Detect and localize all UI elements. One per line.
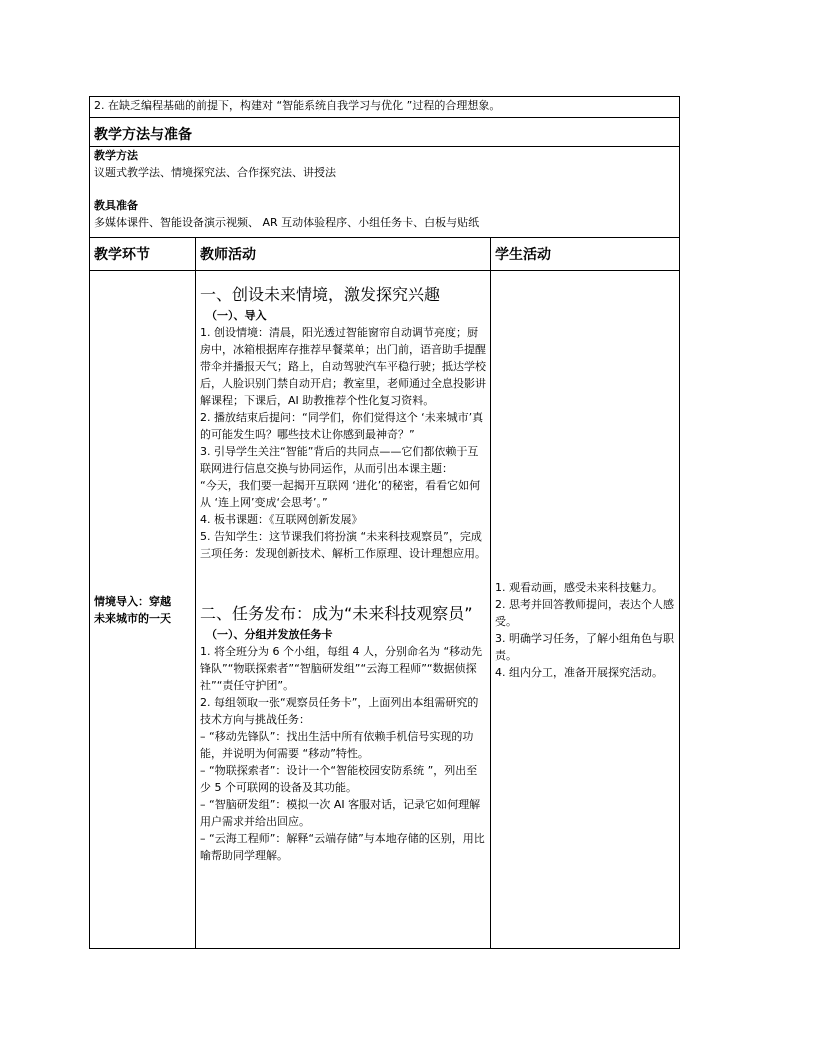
methods-content xyxy=(90,147,680,238)
step1-title: 一、创设未来情境，激发探究兴趣 xyxy=(200,285,441,304)
lesson-plan-table xyxy=(89,96,680,949)
activity-row xyxy=(90,271,680,949)
header-student: 学生活动 xyxy=(491,238,680,271)
objective-line: 2. 在缺乏编程基础的前提下，构建对 “智能系统自我学习与优化 ”过程的合理想象。 xyxy=(90,97,680,118)
student-item: 4. 组内分工，准备开展探究活动。 xyxy=(495,665,663,679)
section-title: 教学方法与准备 xyxy=(94,127,192,143)
task-para: 1. 将全班分为 6 个小组，每组 4 人，分别命名为 “移动先锋队”“物联探索者”“智脑研发组”“云海工程师”“数据侦探社”“责任守护团”。 xyxy=(200,645,483,692)
tools-heading: 教具准备 xyxy=(94,199,138,212)
table-header-row xyxy=(90,238,680,271)
step2-subtitle: （一）、分组并发放任务卡 xyxy=(206,628,333,641)
stage-label-line2: 未来城市的一天 xyxy=(94,611,171,625)
method-heading: 教学方法 xyxy=(94,149,138,162)
teacher-para: 1. 创设情境：清晨，阳光透过智能窗帘自动调节亮度；厨房中，冰箱根据库存推荐早餐菜单；出门前，语音助手提醒带伞并播报天气；路上，自动驾驶汽车平稳行驶；抵达学校后，人脸识别门禁自动开启；教室里，老师通过全息投影讲解课程；下课后，AI 助教推荐个性化复习资料。 xyxy=(200,326,486,407)
lesson-plan-page xyxy=(89,96,680,949)
teacher-para: 2. 播放结束后提问：“同学们，你们觉得这个 ‘未来城市’真的可能发生吗？哪些技术让你感到最神奇？” xyxy=(200,411,484,441)
student-item: 3. 明确学习任务，了解小组角色与职责。 xyxy=(495,631,674,662)
stage-cell xyxy=(90,271,196,949)
teacher-para: “今天，我们要一起揭开互联网 ‘进化’的秘密，看看它如何从 ‘连上网’变成‘会思考’。” xyxy=(200,479,481,509)
task-para: – “物联探索者”：设计一个“智能校园安防系统 ”，列出至少 5 个可联网的设备及其功能。 xyxy=(200,764,478,794)
student-activity-cell xyxy=(491,271,680,949)
step2-title: 二、任务发布：成为“未来科技观察员” xyxy=(200,604,473,623)
teacher-para: 5. 告知学生：这节课我们将扮演 “未来科技观察员”，完成三项任务：发现创新技术、解析工作原理、设计理想应用。 xyxy=(200,530,486,560)
task-para: 2. 每组领取一张“观察员任务卡”，上面列出本组需研究的技术方向与挑战任务： xyxy=(200,696,479,726)
teacher-para: 3. 引导学生关注“智能”背后的共同点——它们都依赖于互联网进行信息交换与协同运作，从而引出本课主题： xyxy=(200,445,479,475)
teacher-para: 4. 板书课题：《互联网创新发展》 xyxy=(200,513,363,526)
step1-subtitle: （一）、导入 xyxy=(206,309,267,322)
task-para: – “智脑研发组”：模拟一次 AI 客服对话，记录它如何理解用户需求并给出回应。 xyxy=(200,798,481,828)
task-para: – “云海工程师”：解释“云端存储”与本地存储的区别，用比喻帮助同学理解。 xyxy=(200,832,485,862)
stage-label-line1: 情境导入：穿越 xyxy=(94,594,171,608)
task-para: – “移动先锋队”：找出生活中所有依赖手机信号实现的功能，并说明为何需要 “移动”特性。 xyxy=(200,730,474,760)
tools-text: 多媒体课件、智能设备演示视频、 AR 互动体验程序、小组任务卡、白板与贴纸 xyxy=(94,216,480,229)
method-text: 议题式教学法、情境探究法、合作探究法、讲授法 xyxy=(94,166,336,179)
header-teacher: 教师活动 xyxy=(196,238,491,271)
header-stage: 教学环节 xyxy=(90,238,196,271)
student-item: 2. 思考并回答教师提问，表达个人感受。 xyxy=(495,597,674,628)
methods-title-row xyxy=(90,118,680,147)
teacher-activity-cell xyxy=(196,271,491,949)
student-item: 1. 观看动画，感受未来科技魅力。 xyxy=(495,580,663,594)
